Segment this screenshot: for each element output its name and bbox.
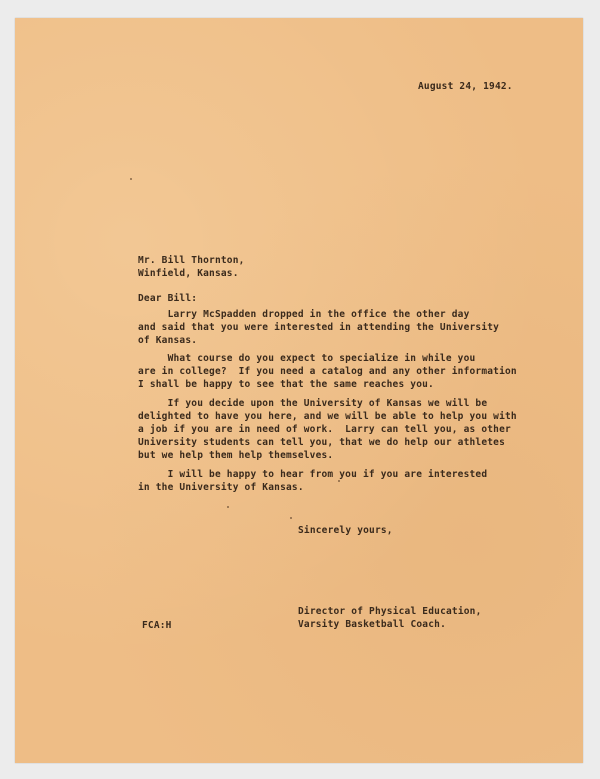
body-line: delighted to have you here, and we will be able to help you with [138, 411, 517, 422]
body-line: What course do you expect to specialize in while you [138, 353, 476, 364]
body-line: If you decide upon the University of Kansas we will be [138, 398, 488, 409]
body-line: of Kansas. [138, 335, 198, 346]
body-line: and said that you were interested in attending the University [138, 322, 500, 333]
body-line: but we help them help themselves. [138, 450, 334, 461]
paper-speck [130, 178, 132, 180]
paper-speck [290, 517, 292, 519]
body-line: a job if you are in need of work. Larry can tell you, as other [138, 424, 511, 435]
body-line: in the University of Kansas. [138, 482, 304, 493]
signature-title-2: Varsity Basketball Coach. [298, 619, 446, 630]
body-line: University students can tell you, that we do help our athletes [138, 437, 506, 448]
paper-speck [227, 506, 229, 508]
closing: Sincerely yours, [298, 525, 393, 536]
body-line: are in college? If you need a catalog and any other information [138, 366, 517, 377]
salutation: Dear Bill: [138, 293, 198, 304]
body-line: Larry McSpadden dropped in the office the other day [138, 309, 470, 320]
typist-initials: FCA:H [142, 620, 172, 631]
addressee-city: Winfield, Kansas. [138, 268, 239, 279]
signature-title-1: Director of Physical Education, [298, 606, 482, 617]
body-line: I will be happy to hear from you if you are interested [138, 469, 488, 480]
addressee-name: Mr. Bill Thornton, [138, 255, 245, 266]
body-line: I shall be happy to see that the same reaches you. [138, 379, 434, 390]
letter-date: August 24, 1942. [418, 81, 513, 92]
